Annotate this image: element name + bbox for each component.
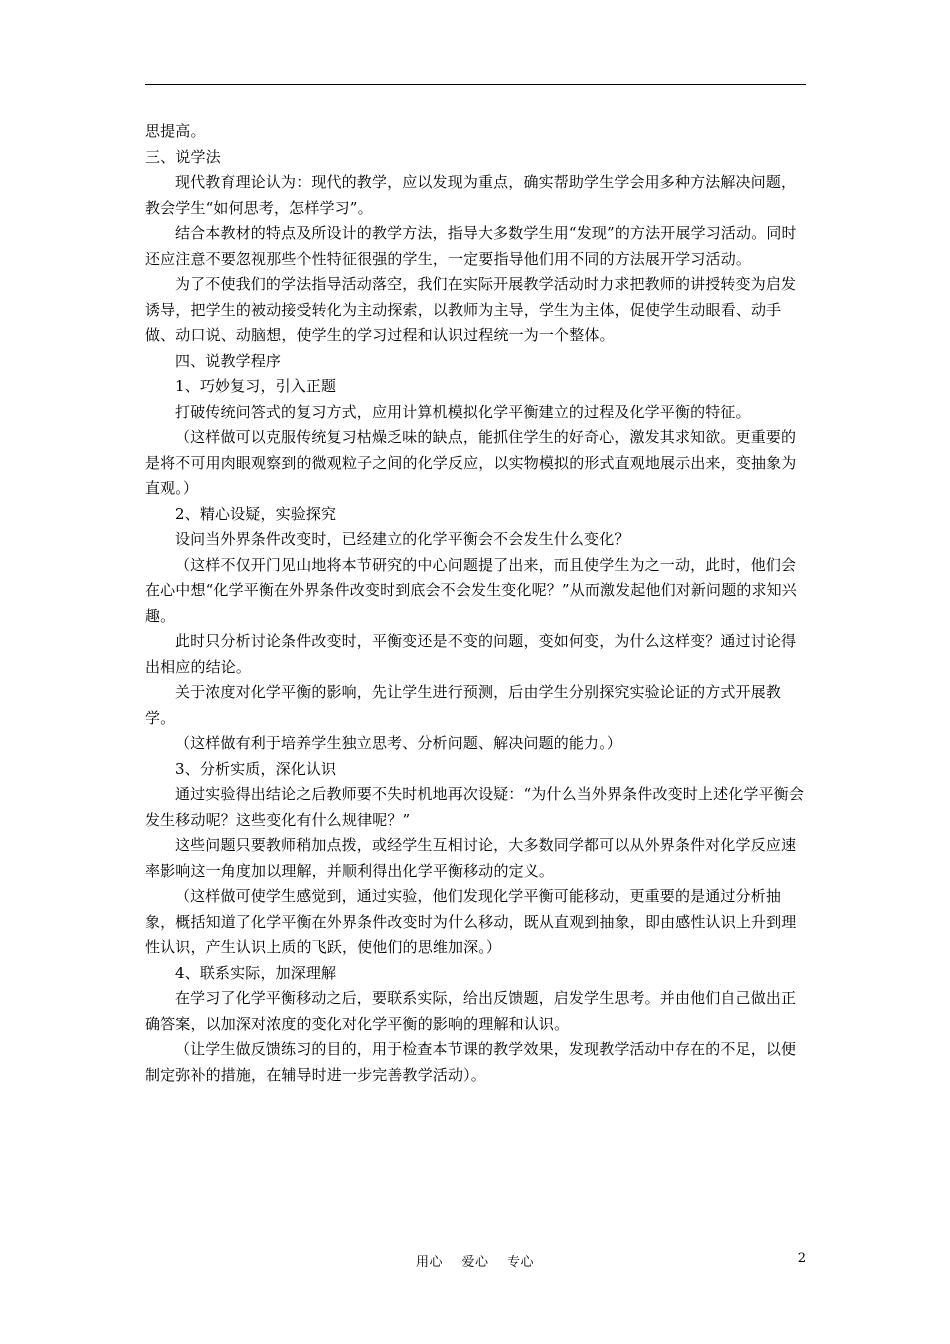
paragraph: （让学生做反馈练习的目的，用于检查本节课的教学效果，发现教学活动中存在的不足，以便制定弥补的措施，在辅导时进一步完善教学活动）。 bbox=[145, 1040, 797, 1084]
footer-motto: 用心 爱心 专心 bbox=[415, 1255, 535, 1270]
paragraph: 结合本教材的特点及所设计的教学方法，指导大多数学生用“发现”的方法开展学习活动。同时还应注意不要忽视那些个性特征很强的学生，一定要指导他们用不同的方法展开学习活动。 bbox=[145, 224, 797, 268]
paragraph: 三、说学法 bbox=[145, 147, 221, 166]
paragraph: 此时只分析讨论条件改变时，平衡变还是不变的问题，变如何变，为什么这样变？通过讨论得出相应的结论。 bbox=[145, 632, 797, 676]
paragraph: 这些问题只要教师稍加点拨，或经学生互相讨论，大多数同学都可以从外界条件对化学反应速率影响这一角度加以理解，并顺利得出化学平衡移动的定义。 bbox=[145, 836, 797, 880]
paragraph: （这样做可使学生感觉到，通过实验，他们发现化学平衡可能移动，更重要的是通过分析抽象，概括知道了化学平衡在外界条件改变时为什么移动，既从直观到抽象，即由感性认识上升到理性认识，产生认识上质的飞跃，使他们的思维加深。） bbox=[145, 887, 797, 956]
paragraph: 关于浓度对化学平衡的影响，先让学生进行预测，后由学生分别探究实验论证的方式开展教学。 bbox=[145, 683, 782, 727]
paragraph: 现代教育理论认为：现代的教学，应以发现为重点，确实帮助学生学会用多种方法解决问题，教会学生“如何思考，怎样学习”。 bbox=[145, 173, 797, 217]
paragraph: 4、联系实际，加深理解 bbox=[175, 963, 337, 982]
page-number: 2 bbox=[797, 1251, 806, 1266]
document-body bbox=[145, 119, 811, 1088]
paragraph: （这样不仅开门见山地将本节研究的中心问题提了出来，而且使学生为之一动，此时，他们会在心中想“化学平衡在外界条件改变时到底会不会发生变化呢？”从而激发起他们对新问题的求知兴趣。 bbox=[145, 555, 797, 625]
paragraph: 为了不使我们的学法指导活动落空，我们在实际开展教学活动时力求把教师的讲授转变为启发诱导，把学生的被动接受转化为主动探索，以教师为主导，学生为主体，促使学生动眼看、动手做、动口说、动脑想，使学生的学习过程和认识过程统一为一个整体。 bbox=[145, 275, 797, 344]
paragraph: 1、巧妙复习，引入正题 bbox=[175, 377, 337, 395]
paragraph: 2、精心设疑，实验探究 bbox=[175, 504, 337, 523]
paragraph: 在学习了化学平衡移动之后，要联系实际，给出反馈题，启发学生思考。并由他们自己做出正确答案，以加深对浓度的变化对化学平衡的影响的理解和认识。 bbox=[145, 989, 797, 1033]
paragraph: 3、分析实质，深化认识 bbox=[175, 759, 337, 778]
paragraph: 打破传统问答式的复习方式，应用计算机模拟化学平衡建立的过程及化学平衡的特征。 bbox=[175, 402, 751, 421]
paragraph: 通过实验得出结论之后教师要不失时机地再次设疑：“为什么当外界条件改变时上述化学平衡会发生移动呢？这些变化有什么规律呢？” bbox=[145, 785, 804, 829]
paragraph: （这样做可以克服传统复习枯燥乏味的缺点，能抓住学生的好奇心，激发其求知欲。更重要的是将不可用肉眼观察到的微观粒子之间的化学反应，以实物模拟的形式直观地展示出来，变抽象为直观。） bbox=[145, 428, 797, 497]
paragraph: 思提高。 bbox=[145, 122, 206, 140]
header-rule bbox=[145, 84, 806, 85]
paragraph: 四、说教学程序 bbox=[175, 351, 282, 370]
paragraph: （这样做有利于培养学生独立思考、分析问题、解决问题的能力。） bbox=[175, 734, 623, 752]
paragraph: 设问当外界条件改变时，已经建立的化学平衡会不会发生什么变化？ bbox=[175, 530, 630, 548]
